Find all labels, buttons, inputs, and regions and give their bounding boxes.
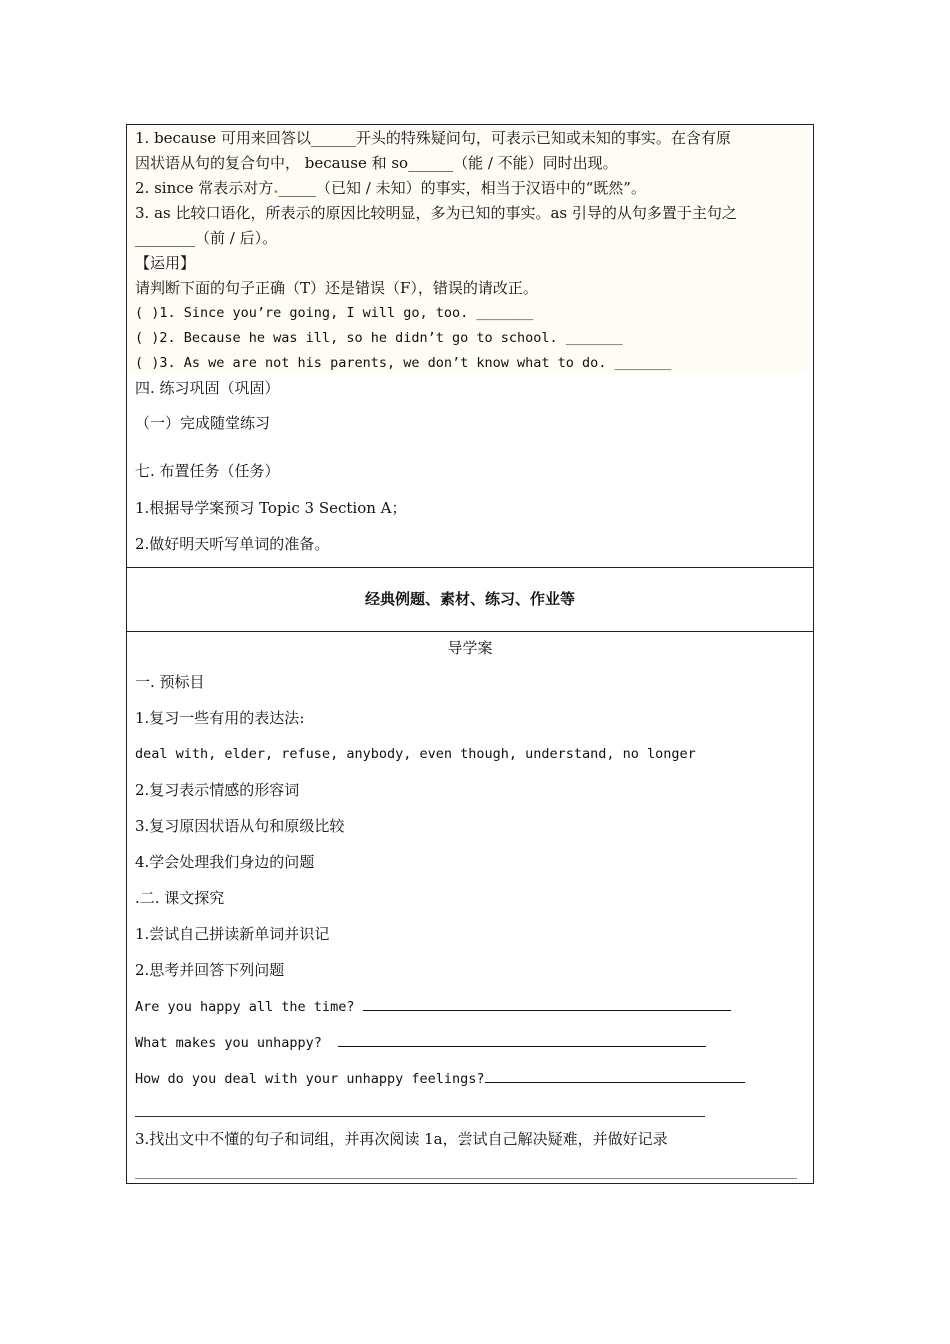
examples-header-cell	[127, 568, 813, 632]
mark-dot: .	[273, 179, 279, 197]
section-4-title: 四. 练习巩固（巩固）	[135, 379, 280, 397]
question-happy	[135, 996, 731, 1017]
section-7-title: 七. 布置任务（任务）	[135, 462, 280, 480]
apply-heading: 【运用】	[135, 254, 196, 272]
judge-question-3: ( )3. As we are not his parents, we don’t know what to do. _______	[135, 355, 672, 371]
goal-1: 1.复习一些有用的表达法:	[135, 709, 305, 727]
answer-blank-4[interactable]	[135, 1116, 705, 1117]
guide-cell	[127, 632, 813, 1183]
goal-3: 3.复习原因状语从句和原级比较	[135, 817, 345, 835]
note-because: 1. because 可用来回答以______开头的特殊疑问句，可表示已知或未知的事实。在含有原	[135, 129, 731, 147]
explore-2: 2.思考并回答下列问题	[135, 961, 285, 979]
guide-title: 导学案	[447, 639, 493, 657]
explore-1: 1.尝试自己拼读新单词并识记	[135, 925, 330, 943]
question-unhappy-text: What makes you unhappy?	[135, 1035, 322, 1051]
answer-blank-2[interactable]	[338, 1032, 706, 1047]
note-since-a: 2. since 常表示对方	[135, 179, 274, 197]
question-unhappy	[135, 1032, 706, 1053]
judge-question-1: ( )1. Since you’re going, I will go, too. _______	[135, 305, 534, 321]
answer-blank-3[interactable]	[485, 1068, 745, 1083]
explore-heading: .二. 课文探究	[135, 889, 225, 907]
explore-3: 3.找出文中不懂的句子和词组，并再次阅读 1a，尝试自己解决疑难，并做好记录	[135, 1130, 668, 1148]
note-as-cont: ________（前 / 后）。	[135, 229, 278, 247]
note-since	[135, 178, 646, 198]
apply-instruction: 请判断下面的句子正确（T）还是错误（F），错误的请改正。	[135, 279, 538, 297]
answer-blank-1[interactable]	[363, 996, 731, 1011]
note-since-b: _____（已知 / 未知）的事实，相当于汉语中的“既然”。	[278, 179, 646, 197]
goals-heading: 一. 预标目	[135, 673, 205, 691]
question-deal	[135, 1068, 745, 1089]
section-7-item-1: 1.根据导学案预习 Topic 3 Section A；	[135, 499, 407, 517]
goal-4: 4.学会处理我们身边的问题	[135, 853, 315, 871]
judge-question-2: ( )2. Because he was ill, so he didn’t go to school. _______	[135, 330, 623, 346]
note-as: 3. as 比较口语化，所表示的原因比较明显，多为已知的事实。as 引导的从句多置于主句之	[135, 204, 737, 222]
record-blank[interactable]	[135, 1178, 797, 1179]
phrase-list: deal with, elder, refuse, anybody, even though, understand, no longer	[135, 746, 696, 762]
lesson-table	[126, 124, 814, 1184]
question-happy-text: Are you happy all the time?	[135, 999, 355, 1015]
goal-2: 2.复习表示情感的形容词	[135, 781, 300, 799]
section-4-item: （一）完成随堂练习	[135, 414, 271, 432]
note-because-cont: 因状语从句的复合句中， because 和 so______（能 / 不能）同时出现。	[135, 154, 618, 172]
notes-cell	[127, 125, 813, 568]
examples-title: 经典例题、素材、练习、作业等	[364, 590, 575, 608]
section-7-item-2: 2.做好明天听写单词的准备。	[135, 535, 330, 553]
question-deal-text: How do you deal with your unhappy feelings?	[135, 1071, 485, 1087]
